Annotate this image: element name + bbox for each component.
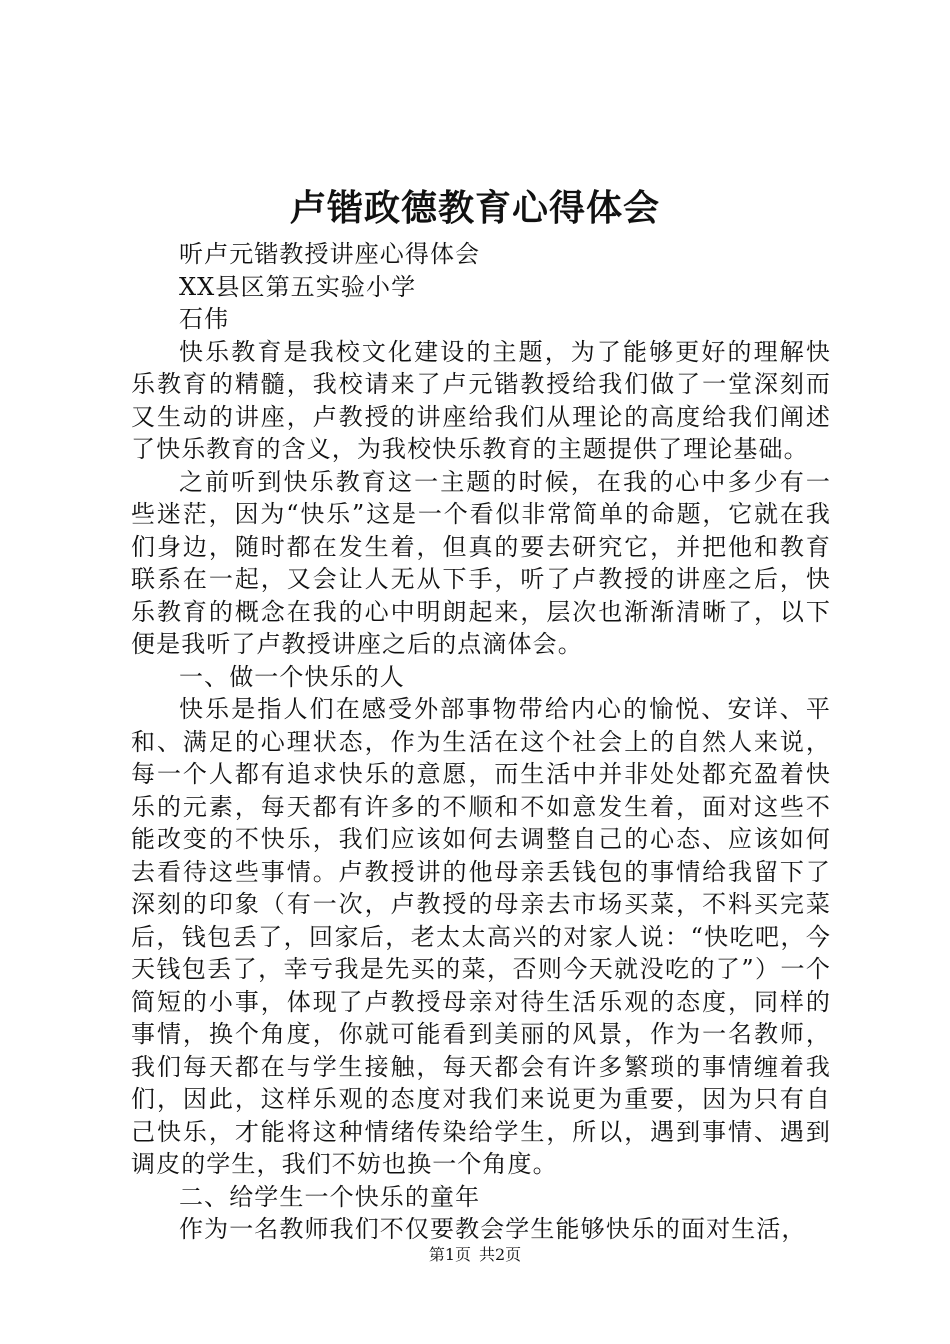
page-number: 第1页: [428, 1245, 471, 1264]
body-paragraph: 快乐是指人们在感受外部事物带给内心的愉悦、安详、平和、满足的心理状态，作为生活在这个社会上的自然人来说，每一个人都有追求快乐的意愿，而生活中并非处处都充盈着快乐的元素，每天都有许多的不顺和不如意发生着，面对这些不能改变的不快乐，我们应该如何去调整自己的心态、应该如何去看待这些事情。卢教授讲的他母亲丢钱包的事情给我留下了深刻的印象（有一次，卢教授的母亲去市场买菜，不料买完菜后，钱包丢了，回家后，老太太高兴的对家人说：“快吃吧，今天钱包丢了，幸亏我是先买的菜，否则今天就没吃的了”）一个简短的小事，体现了卢教授母亲对待生活乐观的态度，同样的事情，换个角度，你就可能看到美丽的风景，作为一名教师，我们每天都在与学生接触，每天都会有许多繁琐的事情缠着我们，因此，这样乐观的态度对我们来说更为重要，因为只有自己快乐，才能将这种情绪传染给学生，所以，遇到事情、遇到调皮的学生，我们不妨也换一个角度。: [131, 695, 831, 1178]
body-paragraph: 之前听到快乐教育这一主题的时候，在我的心中多少有一些迷茫，因为“快乐”这是一个看似非常简单的命题，它就在我们身边，随时都在发生着，但真的要去研究它，并把他和教育联系在一起，又会让人无从下手，听了卢教授的讲座之后，快乐教育的概念在我的心中明朗起来，层次也渐渐清晰了，以下便是我听了卢教授讲座之后的点滴体会。: [131, 467, 831, 658]
document-body: [131, 238, 831, 1246]
section-heading: 一、做一个快乐的人: [179, 662, 405, 691]
body-paragraph: 作为一名教师我们不仅要教会学生能够快乐的面对生活，: [179, 1215, 807, 1243]
page-total: 共2页: [479, 1245, 522, 1264]
author-line: 石伟: [179, 305, 230, 333]
page-footer: [0, 1244, 950, 1266]
section-heading: 二、给学生一个快乐的童年: [179, 1182, 481, 1211]
subtitle-line: 听卢元锴教授讲座心得体会: [179, 240, 481, 268]
body-paragraph: 快乐教育是我校文化建设的主题，为了能够更好的理解快乐教育的精髓，我校请来了卢元锴教授给我们做了一堂深刻而又生动的讲座，卢教授的讲座给我们从理论的高度给我们阐述了快乐教育的含义，为我校快乐教育的主题提供了理论基础。: [131, 337, 831, 463]
school-line: XX县区第五实验小学: [179, 272, 417, 301]
document-title: 卢锴政德教育心得体会: [289, 187, 660, 229]
